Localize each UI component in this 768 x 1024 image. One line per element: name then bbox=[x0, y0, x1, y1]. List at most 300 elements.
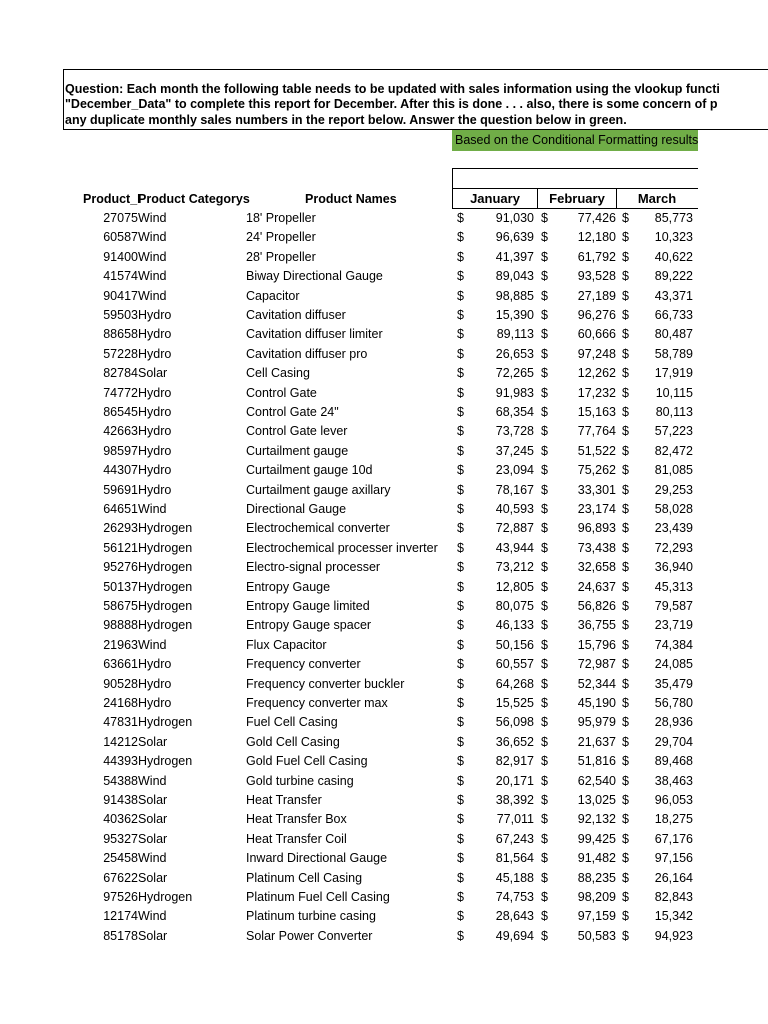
header-product-name[interactable]: Product Names bbox=[305, 192, 397, 206]
product-id-cell[interactable]: 44307 bbox=[103, 463, 138, 478]
january-sales-cell[interactable]: 45,188 bbox=[495, 870, 534, 885]
product-name-cell[interactable]: Heat Transfer Coil bbox=[246, 831, 347, 846]
march-sales-cell[interactable]: 56,780 bbox=[654, 696, 693, 710]
product-id-cell[interactable]: 63661 bbox=[103, 657, 138, 672]
march-sales-cell[interactable]: 58,028 bbox=[654, 502, 693, 516]
category-cell[interactable]: Solar bbox=[138, 812, 168, 827]
january-sales-cell[interactable]: 38,392 bbox=[495, 793, 534, 807]
january-sales-cell[interactable]: 37,245 bbox=[495, 443, 534, 458]
product-id-cell[interactable]: 56121 bbox=[103, 540, 138, 555]
month-header-march[interactable]: March bbox=[637, 191, 677, 206]
currency-symbol: $ bbox=[541, 715, 548, 730]
january-sales-cell[interactable]: 89,113 bbox=[496, 327, 534, 342]
product-id-cell[interactable]: 27075 bbox=[103, 211, 138, 225]
february-sales-cell[interactable]: 77,426 bbox=[577, 211, 616, 225]
table-row bbox=[0, 558, 768, 577]
january-sales-cell[interactable]: 43,944 bbox=[495, 540, 534, 555]
currency-symbol: $ bbox=[457, 443, 464, 458]
product-name-cell[interactable]: Curtailment gauge 10d bbox=[246, 463, 373, 478]
january-sales-cell[interactable]: 73,212 bbox=[495, 560, 534, 575]
february-sales-cell[interactable]: 72,987 bbox=[577, 657, 616, 672]
february-sales-cell[interactable]: 45,190 bbox=[577, 696, 616, 710]
currency-symbol: $ bbox=[457, 463, 464, 478]
february-sales-cell[interactable]: 52,344 bbox=[577, 676, 616, 691]
march-sales-cell[interactable]: 94,923 bbox=[654, 928, 693, 943]
product-id-cell[interactable]: 59503 bbox=[103, 308, 138, 322]
table-row bbox=[0, 636, 768, 655]
product-id-cell[interactable]: 86545 bbox=[103, 405, 138, 419]
table-row bbox=[0, 481, 768, 500]
march-sales-cell[interactable]: 74,384 bbox=[654, 637, 693, 652]
january-sales-cell[interactable]: 41,397 bbox=[495, 249, 534, 264]
february-sales-cell[interactable]: 12,180 bbox=[577, 230, 616, 245]
january-sales-cell[interactable]: 23,094 bbox=[495, 463, 534, 478]
currency-symbol: $ bbox=[622, 831, 629, 846]
product-id-cell[interactable]: 40362 bbox=[103, 812, 138, 827]
product-id-cell[interactable]: 54388 bbox=[103, 773, 138, 788]
table-row bbox=[0, 733, 768, 752]
february-sales-cell[interactable]: 12,262 bbox=[577, 366, 616, 381]
currency-symbol: $ bbox=[622, 851, 629, 866]
product-id-cell[interactable]: 47831 bbox=[103, 715, 138, 730]
currency-symbol: $ bbox=[622, 676, 629, 691]
january-sales-cell[interactable]: 98,885 bbox=[495, 288, 534, 303]
product-name-cell[interactable]: Heat Transfer Box bbox=[246, 812, 347, 827]
january-sales-cell[interactable]: 28,643 bbox=[495, 909, 534, 924]
product-name-cell[interactable]: Electro-signal processer bbox=[246, 560, 381, 575]
currency-symbol: $ bbox=[622, 715, 629, 730]
january-sales-cell[interactable]: 26,653 bbox=[495, 346, 534, 361]
february-sales-cell[interactable]: 13,025 bbox=[577, 793, 616, 807]
february-sales-cell[interactable]: 21,637 bbox=[577, 734, 616, 749]
category-cell[interactable]: Hydro bbox=[138, 327, 172, 342]
currency-symbol: $ bbox=[457, 793, 464, 807]
category-cell[interactable]: Hydro bbox=[138, 385, 172, 400]
currency-symbol: $ bbox=[622, 366, 629, 381]
january-sales-cell[interactable]: 46,133 bbox=[495, 618, 534, 633]
march-sales-cell[interactable]: 17,919 bbox=[654, 366, 693, 381]
march-sales-cell[interactable]: 97,156 bbox=[654, 851, 693, 866]
january-sales-cell[interactable]: 12,805 bbox=[495, 579, 534, 594]
march-sales-cell[interactable]: 29,704 bbox=[654, 734, 693, 749]
january-sales-cell[interactable]: 91,983 bbox=[495, 385, 534, 400]
currency-symbol: $ bbox=[622, 230, 629, 245]
january-sales-cell[interactable]: 89,043 bbox=[495, 269, 534, 284]
february-sales-cell[interactable]: 15,796 bbox=[577, 637, 616, 652]
january-sales-cell[interactable]: 40,593 bbox=[495, 502, 534, 516]
currency-symbol: $ bbox=[622, 599, 629, 613]
march-sales-cell[interactable]: 72,293 bbox=[654, 540, 693, 555]
january-sales-cell[interactable]: 80,075 bbox=[495, 599, 534, 613]
table-row bbox=[0, 287, 768, 306]
table-row bbox=[0, 403, 768, 422]
january-sales-cell[interactable]: 72,265 bbox=[495, 366, 534, 381]
product-id-cell[interactable]: 91438 bbox=[103, 793, 138, 807]
table-row bbox=[0, 927, 768, 946]
product-name-cell[interactable]: Biway Directional Gauge bbox=[246, 269, 383, 284]
month-header-row bbox=[452, 188, 698, 209]
currency-symbol: $ bbox=[622, 560, 629, 575]
category-cell[interactable]: Hydro bbox=[138, 405, 172, 419]
product-name-cell[interactable]: Gold turbine casing bbox=[246, 773, 354, 788]
march-sales-cell[interactable]: 24,085 bbox=[654, 657, 693, 672]
category-cell[interactable]: Hydrogen bbox=[138, 715, 193, 730]
march-sales-cell[interactable]: 79,587 bbox=[654, 599, 693, 613]
february-sales-cell[interactable]: 24,637 bbox=[577, 579, 616, 594]
currency-symbol: $ bbox=[541, 676, 548, 691]
february-sales-cell[interactable]: 51,522 bbox=[577, 443, 616, 458]
march-sales-cell[interactable]: 67,176 bbox=[654, 831, 693, 846]
empty-header-cell[interactable] bbox=[452, 168, 698, 189]
january-sales-cell[interactable]: 67,243 bbox=[495, 831, 534, 846]
category-cell[interactable]: Wind bbox=[138, 211, 167, 225]
product-name-cell[interactable]: Gold Fuel Cell Casing bbox=[246, 754, 368, 769]
month-header-january[interactable]: January bbox=[470, 191, 520, 206]
product-id-cell[interactable]: 42663 bbox=[103, 424, 138, 439]
march-sales-cell[interactable]: 40,622 bbox=[654, 249, 693, 264]
currency-symbol: $ bbox=[541, 657, 548, 672]
march-sales-cell[interactable]: 18,275 bbox=[654, 812, 693, 827]
currency-symbol: $ bbox=[622, 308, 629, 322]
january-sales-cell[interactable]: 49,694 bbox=[495, 928, 534, 943]
currency-symbol: $ bbox=[541, 346, 548, 361]
category-cell[interactable]: Hydro bbox=[138, 696, 172, 710]
currency-symbol: $ bbox=[541, 521, 548, 536]
category-cell[interactable]: Hydrogen bbox=[138, 560, 193, 575]
product-id-cell[interactable]: 67622 bbox=[103, 870, 138, 885]
product-name-cell[interactable]: Inward Directional Gauge bbox=[246, 851, 388, 866]
march-sales-cell[interactable]: 28,936 bbox=[654, 715, 693, 730]
january-sales-cell[interactable]: 64,268 bbox=[495, 676, 534, 691]
product-name-cell[interactable]: Cell Casing bbox=[246, 366, 310, 381]
product-name-cell[interactable]: Capacitor bbox=[246, 288, 300, 303]
march-sales-cell[interactable]: 66,733 bbox=[654, 308, 693, 322]
product-id-cell[interactable]: 90528 bbox=[103, 676, 138, 691]
march-sales-cell[interactable]: 96,053 bbox=[654, 793, 693, 807]
product-name-cell[interactable]: Electrochemical processer inverter bbox=[246, 540, 438, 555]
product-id-cell[interactable]: 97526 bbox=[103, 890, 138, 904]
february-sales-cell[interactable]: 88,235 bbox=[577, 870, 616, 885]
february-sales-cell[interactable]: 95,979 bbox=[577, 715, 616, 730]
table-row bbox=[0, 772, 768, 791]
february-sales-cell[interactable]: 96,276 bbox=[577, 308, 616, 322]
march-sales-cell[interactable]: 57,223 bbox=[654, 424, 693, 439]
product-name-cell[interactable]: Platinum turbine casing bbox=[246, 909, 376, 924]
product-name-cell[interactable]: Frequency converter bbox=[246, 657, 361, 672]
table-row bbox=[0, 228, 768, 247]
january-sales-cell[interactable]: 15,525 bbox=[495, 696, 534, 710]
product-name-cell[interactable]: Platinum Fuel Cell Casing bbox=[246, 890, 390, 904]
february-sales-cell[interactable]: 62,540 bbox=[577, 773, 616, 788]
march-sales-cell[interactable]: 82,843 bbox=[654, 890, 693, 904]
product-id-cell[interactable]: 95327 bbox=[103, 831, 138, 846]
product-id-cell[interactable]: 59691 bbox=[103, 482, 138, 497]
march-sales-cell[interactable]: 89,222 bbox=[654, 269, 693, 284]
currency-symbol: $ bbox=[622, 463, 629, 478]
currency-symbol: $ bbox=[541, 560, 548, 575]
product-name-cell[interactable]: Curtailment gauge axillary bbox=[246, 482, 391, 497]
answer-cell[interactable]: Based on the Conditional Formatting results bbox=[452, 130, 698, 151]
product-id-cell[interactable]: 50137 bbox=[103, 579, 138, 594]
currency-symbol: $ bbox=[541, 540, 548, 555]
january-sales-cell[interactable]: 68,354 bbox=[495, 405, 534, 419]
product-name-cell[interactable]: Heat Transfer bbox=[246, 793, 322, 807]
february-sales-cell[interactable]: 33,301 bbox=[577, 482, 616, 497]
product-name-cell[interactable]: Directional Gauge bbox=[246, 502, 347, 516]
product-id-cell[interactable]: 98888 bbox=[103, 618, 138, 633]
category-cell[interactable]: Wind bbox=[138, 773, 167, 788]
february-sales-cell[interactable]: 97,159 bbox=[577, 909, 616, 924]
january-sales-cell[interactable]: 15,390 bbox=[495, 308, 534, 322]
february-sales-cell[interactable]: 15,163 bbox=[577, 405, 616, 419]
currency-symbol: $ bbox=[622, 890, 629, 904]
january-sales-cell[interactable]: 72,887 bbox=[495, 521, 534, 536]
category-cell[interactable]: Hydro bbox=[138, 463, 172, 478]
march-sales-cell[interactable]: 23,439 bbox=[654, 521, 693, 536]
category-cell[interactable]: Solar bbox=[138, 928, 168, 943]
january-sales-cell[interactable]: 20,171 bbox=[495, 773, 534, 788]
product-name-cell[interactable]: Platinum Cell Casing bbox=[246, 870, 363, 885]
february-sales-cell[interactable]: 91,482 bbox=[577, 851, 616, 866]
category-cell[interactable]: Wind bbox=[138, 249, 167, 264]
february-sales-cell[interactable]: 51,816 bbox=[577, 754, 616, 769]
category-cell[interactable]: Solar bbox=[138, 793, 168, 807]
currency-symbol: $ bbox=[622, 385, 629, 400]
product-name-cell[interactable]: Frequency converter max bbox=[246, 696, 388, 710]
product-id-cell[interactable]: 44393 bbox=[103, 754, 138, 769]
product-name-cell[interactable]: Flux Capacitor bbox=[246, 637, 327, 652]
currency-symbol: $ bbox=[457, 230, 464, 245]
currency-symbol: $ bbox=[622, 657, 629, 672]
product-id-cell[interactable]: 60587 bbox=[103, 230, 138, 245]
product-name-cell[interactable]: Entropy Gauge spacer bbox=[246, 618, 372, 633]
march-sales-cell[interactable]: 26,164 bbox=[654, 870, 693, 885]
category-cell[interactable]: Hydro bbox=[138, 308, 172, 322]
march-sales-cell[interactable]: 81,085 bbox=[654, 463, 693, 478]
currency-symbol: $ bbox=[457, 696, 464, 710]
product-id-cell[interactable]: 88658 bbox=[103, 327, 138, 342]
table-row bbox=[0, 384, 768, 403]
currency-symbol: $ bbox=[622, 269, 629, 284]
february-sales-cell[interactable]: 50,583 bbox=[577, 928, 616, 943]
february-sales-cell[interactable]: 60,666 bbox=[577, 327, 616, 342]
category-cell[interactable]: Wind bbox=[138, 637, 167, 652]
table-row bbox=[0, 267, 768, 286]
product-id-cell[interactable]: 12174 bbox=[103, 909, 138, 924]
march-sales-cell[interactable]: 80,487 bbox=[654, 327, 693, 342]
currency-symbol: $ bbox=[622, 579, 629, 594]
march-sales-cell[interactable]: 58,789 bbox=[654, 346, 693, 361]
currency-symbol: $ bbox=[541, 793, 548, 807]
currency-symbol: $ bbox=[457, 327, 464, 342]
category-cell[interactable]: Wind bbox=[138, 288, 167, 303]
currency-symbol: $ bbox=[541, 618, 548, 633]
january-sales-cell[interactable]: 82,917 bbox=[495, 754, 534, 769]
currency-symbol: $ bbox=[457, 579, 464, 594]
january-sales-cell[interactable]: 50,156 bbox=[495, 637, 534, 652]
product-name-cell[interactable]: Entropy Gauge limited bbox=[246, 599, 370, 613]
february-sales-cell[interactable]: 17,232 bbox=[577, 385, 616, 400]
category-cell[interactable]: Hydrogen bbox=[138, 618, 193, 633]
category-cell[interactable]: Solar bbox=[138, 734, 168, 749]
march-sales-cell[interactable]: 15,342 bbox=[654, 909, 693, 924]
january-sales-cell[interactable]: 77,011 bbox=[496, 812, 534, 827]
currency-symbol: $ bbox=[457, 851, 464, 866]
product-id-cell[interactable]: 90417 bbox=[103, 288, 138, 303]
category-cell[interactable]: Hydro bbox=[138, 443, 172, 458]
january-sales-cell[interactable]: 81,564 bbox=[495, 851, 534, 866]
product-name-cell[interactable]: Control Gate lever bbox=[246, 424, 348, 439]
product-name-cell[interactable]: 18' Propeller bbox=[246, 211, 316, 225]
product-name-cell[interactable]: Cavitation diffuser pro bbox=[246, 346, 368, 361]
february-sales-cell[interactable]: 56,826 bbox=[577, 599, 616, 613]
product-id-cell[interactable]: 98597 bbox=[103, 443, 138, 458]
category-cell[interactable]: Solar bbox=[138, 831, 168, 846]
february-sales-cell[interactable]: 36,755 bbox=[577, 618, 616, 633]
product-id-cell[interactable]: 74772 bbox=[103, 385, 138, 400]
january-sales-cell[interactable]: 74,753 bbox=[495, 890, 534, 904]
february-sales-cell[interactable]: 97,248 bbox=[577, 346, 616, 361]
product-id-cell[interactable]: 85178 bbox=[103, 928, 138, 943]
february-sales-cell[interactable]: 92,132 bbox=[577, 812, 616, 827]
currency-symbol: $ bbox=[541, 773, 548, 788]
category-cell[interactable]: Hydro bbox=[138, 657, 172, 672]
category-cell[interactable]: Wind bbox=[138, 502, 167, 516]
category-cell[interactable]: Hydrogen bbox=[138, 754, 193, 769]
header-product-id[interactable]: Product_I bbox=[83, 192, 141, 206]
category-cell[interactable]: Hydro bbox=[138, 482, 172, 497]
march-sales-cell[interactable]: 38,463 bbox=[654, 773, 693, 788]
january-sales-cell[interactable]: 36,652 bbox=[495, 734, 534, 749]
february-sales-cell[interactable]: 23,174 bbox=[577, 502, 616, 516]
category-cell[interactable]: Solar bbox=[138, 366, 168, 381]
february-sales-cell[interactable]: 96,893 bbox=[577, 521, 616, 536]
march-sales-cell[interactable]: 82,472 bbox=[654, 443, 693, 458]
product-name-cell[interactable]: Entropy Gauge bbox=[246, 579, 331, 594]
currency-symbol: $ bbox=[457, 346, 464, 361]
product-name-cell[interactable]: Fuel Cell Casing bbox=[246, 715, 338, 730]
category-cell[interactable]: Hydro bbox=[138, 424, 172, 439]
january-sales-cell[interactable]: 73,728 bbox=[495, 424, 534, 439]
category-cell[interactable]: Wind bbox=[138, 851, 167, 866]
currency-symbol: $ bbox=[541, 424, 548, 439]
january-sales-cell[interactable]: 91,030 bbox=[495, 211, 534, 225]
product-name-cell[interactable]: Cavitation diffuser bbox=[246, 308, 346, 322]
february-sales-cell[interactable]: 77,764 bbox=[577, 424, 616, 439]
category-cell[interactable]: Hydrogen bbox=[138, 599, 193, 613]
category-cell[interactable]: Hydrogen bbox=[138, 521, 193, 536]
january-sales-cell[interactable]: 60,557 bbox=[495, 657, 534, 672]
february-sales-cell[interactable]: 61,792 bbox=[577, 249, 616, 264]
january-sales-cell[interactable]: 78,167 bbox=[495, 482, 534, 497]
january-sales-cell[interactable]: 56,098 bbox=[495, 715, 534, 730]
march-sales-cell[interactable]: 45,313 bbox=[654, 579, 693, 594]
table-row bbox=[0, 675, 768, 694]
header-category[interactable]: Product Categorys bbox=[138, 192, 250, 206]
product-name-cell[interactable]: 24' Propeller bbox=[246, 230, 316, 245]
table-row bbox=[0, 248, 768, 267]
march-sales-cell[interactable]: 80,113 bbox=[655, 405, 693, 419]
category-cell[interactable]: Wind bbox=[138, 269, 167, 284]
product-id-cell[interactable]: 25458 bbox=[103, 851, 138, 866]
product-id-cell[interactable]: 82784 bbox=[103, 366, 138, 381]
question-line-1: Question: Each month the following table needs to be updated with sales information using the vlookup functi bbox=[65, 82, 720, 96]
product-id-cell[interactable]: 21963 bbox=[103, 637, 138, 652]
march-sales-cell[interactable]: 35,479 bbox=[654, 676, 693, 691]
product-name-cell[interactable]: 28' Propeller bbox=[246, 249, 316, 264]
product-name-cell[interactable]: Solar Power Converter bbox=[246, 928, 373, 943]
category-cell[interactable]: Hydrogen bbox=[138, 890, 193, 904]
february-sales-cell[interactable]: 75,262 bbox=[577, 463, 616, 478]
product-id-cell[interactable]: 64651 bbox=[103, 502, 138, 516]
currency-symbol: $ bbox=[541, 366, 548, 381]
february-sales-cell[interactable]: 27,189 bbox=[577, 288, 616, 303]
table-row bbox=[0, 888, 768, 907]
currency-symbol: $ bbox=[622, 773, 629, 788]
product-id-cell[interactable]: 91400 bbox=[103, 249, 138, 264]
table-row bbox=[0, 364, 768, 383]
march-sales-cell[interactable]: 85,773 bbox=[654, 211, 693, 225]
product-name-cell[interactable]: Control Gate 24" bbox=[246, 405, 339, 419]
table-row bbox=[0, 461, 768, 480]
product-id-cell[interactable]: 57228 bbox=[103, 346, 138, 361]
product-name-cell[interactable]: Frequency converter buckler bbox=[246, 676, 405, 691]
product-id-cell[interactable]: 26293 bbox=[103, 521, 138, 536]
product-id-cell[interactable]: 14212 bbox=[103, 734, 138, 749]
table-row bbox=[0, 791, 768, 810]
march-sales-cell[interactable]: 10,323 bbox=[654, 230, 693, 245]
march-sales-cell[interactable]: 36,940 bbox=[654, 560, 693, 575]
product-name-cell[interactable]: Cavitation diffuser limiter bbox=[246, 327, 383, 342]
product-name-cell[interactable]: Electrochemical converter bbox=[246, 521, 390, 536]
currency-symbol: $ bbox=[541, 385, 548, 400]
january-sales-cell[interactable]: 96,639 bbox=[495, 230, 534, 245]
february-sales-cell[interactable]: 73,438 bbox=[577, 540, 616, 555]
product-id-cell[interactable]: 24168 bbox=[103, 696, 138, 710]
march-sales-cell[interactable]: 29,253 bbox=[654, 482, 693, 497]
table-row bbox=[0, 830, 768, 849]
category-cell[interactable]: Hydro bbox=[138, 346, 172, 361]
february-sales-cell[interactable]: 98,209 bbox=[577, 890, 616, 904]
category-cell[interactable]: Hydro bbox=[138, 676, 172, 691]
category-cell[interactable]: Wind bbox=[138, 909, 167, 924]
category-cell[interactable]: Solar bbox=[138, 870, 168, 885]
product-id-cell[interactable]: 95276 bbox=[103, 560, 138, 575]
month-header-february[interactable]: February bbox=[549, 191, 605, 206]
category-cell[interactable]: Hydrogen bbox=[138, 579, 193, 594]
currency-symbol: $ bbox=[622, 443, 629, 458]
march-sales-cell[interactable]: 89,468 bbox=[654, 754, 693, 769]
february-sales-cell[interactable]: 93,528 bbox=[577, 269, 616, 284]
product-name-cell[interactable]: Curtailment gauge bbox=[246, 443, 349, 458]
march-sales-cell[interactable]: 10,115 bbox=[655, 385, 693, 400]
category-cell[interactable]: Wind bbox=[138, 230, 167, 245]
category-cell[interactable]: Hydrogen bbox=[138, 540, 193, 555]
product-name-cell[interactable]: Gold Cell Casing bbox=[246, 734, 340, 749]
table-row bbox=[0, 422, 768, 441]
product-id-cell[interactable]: 41574 bbox=[103, 269, 138, 284]
product-id-cell[interactable]: 58675 bbox=[103, 599, 138, 613]
february-sales-cell[interactable]: 32,658 bbox=[577, 560, 616, 575]
table-row bbox=[0, 306, 768, 325]
march-sales-cell[interactable]: 43,371 bbox=[654, 288, 693, 303]
currency-symbol: $ bbox=[541, 851, 548, 866]
march-sales-cell[interactable]: 23,719 bbox=[654, 618, 693, 633]
product-name-cell[interactable]: Control Gate bbox=[246, 385, 317, 400]
currency-symbol: $ bbox=[541, 928, 548, 943]
february-sales-cell[interactable]: 99,425 bbox=[577, 831, 616, 846]
currency-symbol: $ bbox=[457, 366, 464, 381]
